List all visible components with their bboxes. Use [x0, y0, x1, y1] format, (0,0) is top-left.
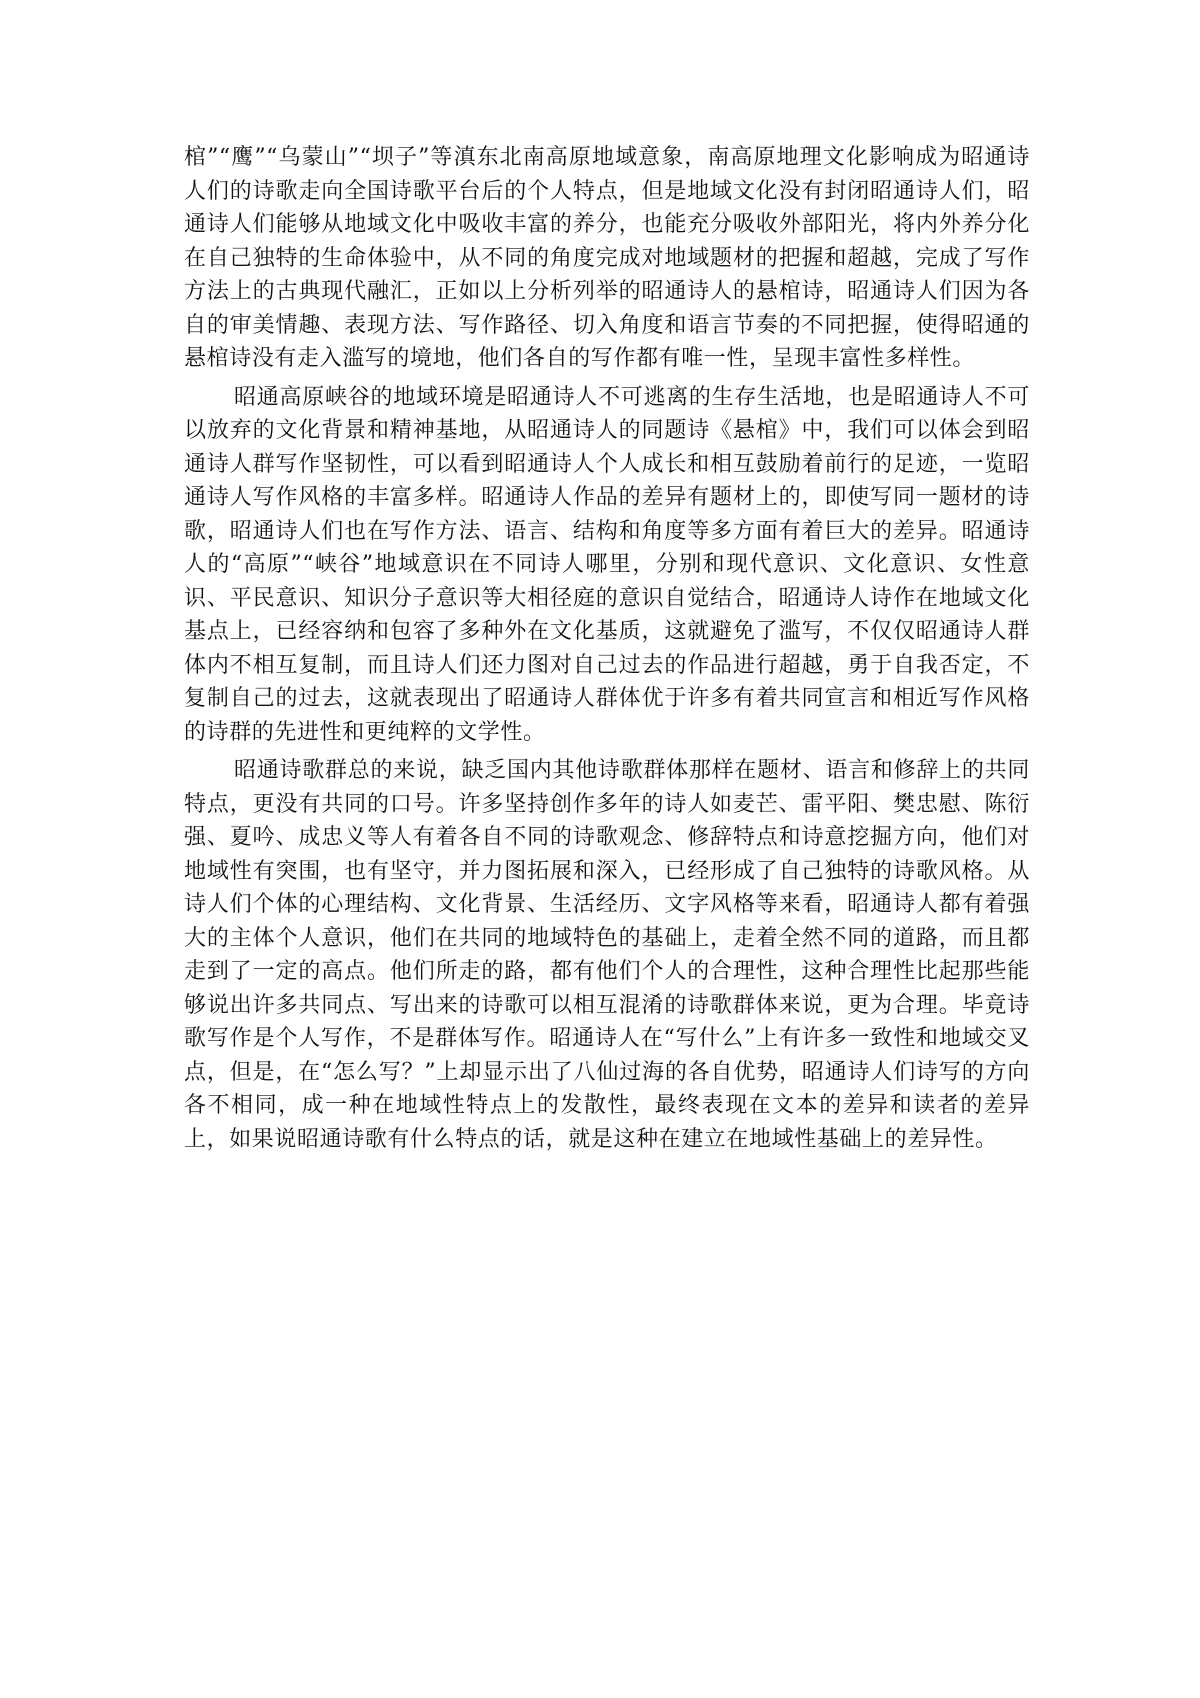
paragraph-2: 昭通高原峡谷的地域环境是昭通诗人不可逃离的生存生活地，也是昭通诗人不可以放弃的文化背景和精神基地，从昭通诗人的同题诗《悬棺》中，我们可以体会到昭通诗人群写作坚韧性，可以看到昭通诗人个人成长和相互鼓励着前行的足迹，一览昭通诗人写作风格的丰富多样。昭通诗人作品的差异有题材上的，即使写同一题材的诗歌，昭通诗人们也在写作方法、语言、结构和角度等多方面有着巨大的差异。昭通诗人的“高原”“峡谷”地域意识在不同诗人哪里，分别和现代意识、文化意识、女性意识、平民意识、知识分子意识等大相径庭的意识自觉结合，昭通诗人诗作在地域文化基点上，已经容纳和包容了多种外在文化基质，这就避免了滥写，不仅仅昭通诗人群体内不相互复制，而且诗人们还力图对自己过去的作品进行超越，勇于自我否定，不复制自己的过去，这就表现出了昭通诗人群体优于许多有着共同宣言和相近写作风格的诗群的先进性和更纯粹的文学性。 [184, 384, 1030, 745]
document-body [184, 141, 1030, 1156]
paragraph-3: 昭通诗歌群总的来说，缺乏国内其他诗歌群体那样在题材、语言和修辞上的共同特点，更没有共同的口号。许多坚持创作多年的诗人如麦芒、雷平阳、樊忠慰、陈衍强、夏吟、成忠义等人有着各自不同的诗歌观念、修辞特点和诗意挖掘方向，他们对地域性有突围，也有坚守，并力图拓展和深入，已经形成了自己独特的诗歌风格。从诗人们个体的心理结构、文化背景、生活经历、文字风格等来看，昭通诗人都有着强大的主体个人意识，他们在共同的地域特色的基础上，走着全然不同的道路，而且都走到了一定的高点。他们所走的路，都有他们个人的合理性，这种合理性比起那些能够说出许多共同点、写出来的诗歌可以相互混淆的诗歌群体来说，更为合理。毕竟诗歌写作是个人写作，不是群体写作。昭通诗人在“写什么”上有许多一致性和地域交叉点，但是，在“怎么写？”上却显示出了八仙过海的各自优势，昭通诗人们诗写的方向各不相同，成一种在地域性特点上的发散性，最终表现在文本的差异和读者的差异上，如果说昭通诗歌有什么特点的话，就是这种在建立在地域性基础上的差异性。 [184, 758, 1030, 1152]
paragraph-1: 棺”“鹰”“乌蒙山”“坝子”等滇东北南高原地域意象，南高原地理文化影响成为昭通诗人们的诗歌走向全国诗歌平台后的个人特点，但是地域文化没有封闭昭通诗人们，昭通诗人们能够从地域文化中吸收丰富的养分，也能充分吸收外部阳光，将内外养分化在自己独特的生命体验中，从不同的角度完成对地域题材的把握和超越，完成了写作方法上的古典现代融汇，正如以上分析列举的昭通诗人的悬棺诗，昭通诗人们因为各自的审美情趣、表现方法、写作路径、切入角度和语言节奏的不同把握，使得昭通的悬棺诗没有走入滥写的境地，他们各自的写作都有唯一性，呈现丰富性多样性。 [184, 145, 1030, 371]
